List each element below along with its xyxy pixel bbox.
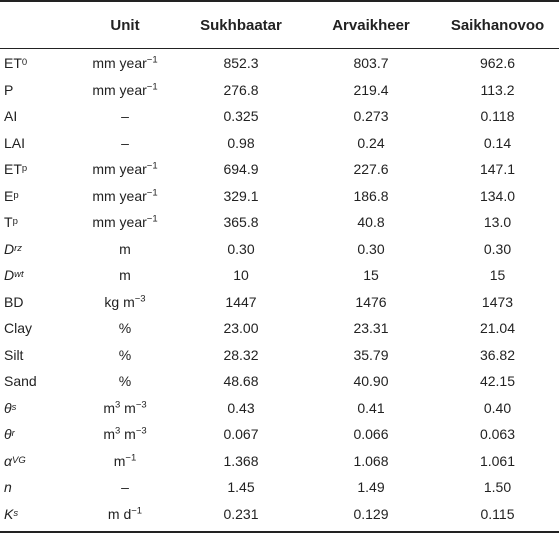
param-symbol: T <box>4 214 13 231</box>
unit-text <box>119 241 131 257</box>
value-arvaikheer: 219.4 <box>353 81 389 98</box>
unit-cell <box>74 368 176 395</box>
table-header-row <box>0 0 559 49</box>
table-row <box>0 474 559 501</box>
unit-text <box>114 453 137 469</box>
header-sukhbaatar: Sukhbaatar <box>200 16 282 34</box>
param-symbol: θ <box>4 426 12 443</box>
param-cell: E p <box>4 187 19 204</box>
unit-superscript: −1 <box>146 187 158 199</box>
param-symbol: Clay <box>4 320 33 337</box>
param-cell <box>4 315 74 342</box>
table-row <box>0 209 559 236</box>
unit-cell <box>74 395 176 422</box>
unit-base: m <box>103 426 115 443</box>
unit-superscript: −1 <box>131 505 143 517</box>
unit-base: m <box>113 452 126 469</box>
value-saikhanovoo: 962.6 <box>479 55 516 72</box>
value-arvaikheer: 186.8 <box>353 187 389 204</box>
param-symbol: α <box>4 452 12 469</box>
value-sukhbaatar: 1447 <box>225 293 257 310</box>
table-row <box>0 130 559 157</box>
value-saikhanovoo: 1.50 <box>483 479 512 496</box>
value-arvaikheer: 1476 <box>355 293 387 310</box>
unit-text <box>119 347 131 363</box>
unit-text <box>92 214 157 230</box>
unit-cell <box>74 183 176 210</box>
unit-text <box>108 506 142 522</box>
param-cell: θ s <box>4 399 17 416</box>
value-saikhanovoo: 36.82 <box>479 346 516 363</box>
unit-base-2: m <box>120 399 136 416</box>
unit-superscript: −1 <box>146 160 158 172</box>
param-cell: ET p <box>4 161 28 178</box>
header-saikhanovoo: Saikhanovoo <box>450 16 545 34</box>
value-sukhbaatar: 0.30 <box>227 240 255 257</box>
value-arvaikheer: 40.90 <box>353 373 389 390</box>
unit-superscript-2: −3 <box>135 425 147 437</box>
unit-base: % <box>118 346 132 363</box>
unit-base: m d <box>107 505 132 522</box>
value-sukhbaatar: 0.325 <box>223 108 259 125</box>
value-arvaikheer: 227.6 <box>353 161 389 178</box>
param-cell: ET 0 <box>4 55 28 72</box>
unit-cell <box>74 50 176 77</box>
unit-cell <box>74 342 176 369</box>
table-row <box>0 103 559 130</box>
table-row <box>0 183 559 210</box>
value-sukhbaatar: 365.8 <box>223 214 259 231</box>
header-arvaikheer: Arvaikheer <box>332 16 410 34</box>
unit-base: mm year <box>92 161 147 178</box>
value-arvaikheer: 35.79 <box>353 346 389 363</box>
param-symbol: θ <box>4 399 12 416</box>
param-symbol: ET <box>4 161 22 178</box>
unit-base: m <box>103 399 115 416</box>
unit-base: – <box>121 134 129 151</box>
value-saikhanovoo: 0.40 <box>483 399 512 416</box>
value-saikhanovoo: 147.1 <box>479 161 516 178</box>
unit-cell <box>74 448 176 475</box>
param-cell <box>4 103 74 130</box>
param-cell: T p <box>4 214 18 231</box>
unit-text <box>119 267 131 283</box>
table-row <box>0 342 559 369</box>
param-symbol: Sand <box>4 373 37 390</box>
value-sukhbaatar: 852.3 <box>223 55 259 72</box>
param-cell: θ r <box>4 426 15 443</box>
value-sukhbaatar: 28.32 <box>223 346 259 363</box>
value-saikhanovoo: 42.15 <box>479 373 516 390</box>
unit-text <box>92 161 157 177</box>
value-sukhbaatar: 694.9 <box>223 161 259 178</box>
value-arvaikheer: 0.24 <box>357 134 385 151</box>
unit-cell <box>74 474 176 501</box>
value-sukhbaatar: 0.98 <box>227 134 255 151</box>
unit-cell <box>74 130 176 157</box>
unit-base: mm year <box>92 81 147 98</box>
unit-base: kg m <box>104 293 135 310</box>
value-arvaikheer: 40.8 <box>357 214 385 231</box>
value-sukhbaatar: 0.43 <box>227 399 255 416</box>
unit-text <box>121 479 129 495</box>
value-arvaikheer: 1.49 <box>357 479 385 496</box>
param-symbol: AI <box>4 108 18 125</box>
value-arvaikheer: 15 <box>363 267 379 284</box>
param-symbol: E <box>4 187 14 204</box>
unit-base: mm year <box>92 214 147 231</box>
table-row <box>0 236 559 263</box>
value-sukhbaatar: 10 <box>233 267 249 284</box>
unit-superscript: 3 <box>114 399 121 411</box>
param-symbol: P <box>4 81 14 98</box>
table-row <box>0 315 559 342</box>
unit-base: m <box>119 240 131 257</box>
unit-text <box>119 373 131 389</box>
value-arvaikheer: 0.129 <box>353 505 389 522</box>
param-symbol: ET <box>4 55 22 72</box>
table-row <box>0 421 559 448</box>
value-saikhanovoo: 1.061 <box>479 452 516 469</box>
param-cell <box>4 77 74 104</box>
value-sukhbaatar: 329.1 <box>223 187 259 204</box>
param-symbol: LAI <box>4 134 26 151</box>
table-row <box>0 368 559 395</box>
unit-base: – <box>121 479 129 496</box>
unit-base: mm year <box>92 187 147 204</box>
unit-superscript: 3 <box>114 425 121 437</box>
param-cell: K s <box>4 505 19 522</box>
param-cell: D wt <box>4 267 24 284</box>
unit-base: % <box>118 320 132 337</box>
table-row <box>0 262 559 289</box>
unit-superscript: −1 <box>146 213 158 225</box>
param-cell <box>4 342 74 369</box>
unit-text <box>92 55 157 71</box>
unit-base: m <box>119 267 131 284</box>
unit-text <box>92 188 157 204</box>
value-arvaikheer: 803.7 <box>353 55 389 72</box>
table-row <box>0 395 559 422</box>
value-sukhbaatar: 23.00 <box>223 320 259 337</box>
param-cell <box>4 474 74 501</box>
value-sukhbaatar: 0.067 <box>223 426 259 443</box>
unit-text <box>119 320 131 336</box>
unit-text <box>103 426 146 442</box>
table-row <box>0 448 559 475</box>
value-sukhbaatar: 1.45 <box>227 479 255 496</box>
param-symbol: D <box>4 267 15 284</box>
value-saikhanovoo: 0.14 <box>483 134 512 151</box>
value-arvaikheer: 0.273 <box>353 108 389 125</box>
unit-cell <box>74 236 176 263</box>
unit-text <box>104 294 145 310</box>
value-saikhanovoo: 0.30 <box>483 240 512 257</box>
unit-superscript: −1 <box>146 81 158 93</box>
unit-text <box>103 400 146 416</box>
header-param <box>4 2 74 48</box>
value-saikhanovoo: 0.115 <box>480 505 515 522</box>
param-cell <box>4 289 74 316</box>
unit-base-2: m <box>120 426 136 443</box>
param-symbol: Silt <box>4 346 24 363</box>
unit-cell <box>74 421 176 448</box>
table-row <box>0 156 559 183</box>
table-row <box>0 50 559 77</box>
value-saikhanovoo: 1473 <box>481 293 514 310</box>
value-sukhbaatar: 276.8 <box>223 81 259 98</box>
unit-cell <box>74 262 176 289</box>
value-arvaikheer: 23.31 <box>353 320 389 337</box>
value-sukhbaatar: 1.368 <box>223 452 259 469</box>
unit-base: – <box>121 108 129 125</box>
value-arvaikheer: 1.068 <box>353 452 389 469</box>
param-symbol: D <box>4 240 15 257</box>
param-cell: D rz <box>4 240 23 257</box>
param-symbol: n <box>4 479 12 496</box>
unit-cell <box>74 156 176 183</box>
table-row <box>0 501 559 528</box>
param-symbol: BD <box>4 293 24 310</box>
value-saikhanovoo: 134.0 <box>479 187 516 204</box>
value-sukhbaatar: 0.231 <box>223 505 259 522</box>
unit-cell <box>74 103 176 130</box>
value-saikhanovoo: 13.0 <box>483 214 512 231</box>
table-row <box>0 289 559 316</box>
unit-cell <box>74 289 176 316</box>
value-arvaikheer: 0.41 <box>357 399 385 416</box>
value-saikhanovoo: 0.063 <box>479 426 516 443</box>
param-cell <box>4 368 74 395</box>
value-sukhbaatar: 48.68 <box>223 373 259 390</box>
param-symbol: K <box>4 505 14 522</box>
value-saikhanovoo: 113.2 <box>480 81 515 98</box>
table-row <box>0 77 559 104</box>
unit-cell <box>74 209 176 236</box>
unit-base: % <box>118 373 132 390</box>
param-cell: α VG <box>4 452 26 469</box>
value-saikhanovoo: 0.118 <box>480 108 515 125</box>
param-cell <box>4 130 74 157</box>
unit-superscript-2: −3 <box>135 399 147 411</box>
unit-cell <box>74 77 176 104</box>
unit-superscript: −1 <box>146 54 158 66</box>
value-saikhanovoo: 15 <box>489 267 506 284</box>
unit-cell <box>74 501 176 528</box>
unit-text <box>92 82 157 98</box>
unit-text <box>121 135 129 151</box>
value-saikhanovoo: 21.04 <box>479 320 516 337</box>
unit-superscript: −1 <box>125 452 137 464</box>
header-unit: Unit <box>110 16 140 34</box>
unit-base: mm year <box>92 55 147 72</box>
value-arvaikheer: 0.066 <box>353 426 389 443</box>
unit-text <box>121 108 129 124</box>
value-arvaikheer: 0.30 <box>357 240 385 257</box>
unit-superscript: −3 <box>134 293 146 305</box>
table-bottom-rule <box>0 531 559 533</box>
unit-cell <box>74 315 176 342</box>
